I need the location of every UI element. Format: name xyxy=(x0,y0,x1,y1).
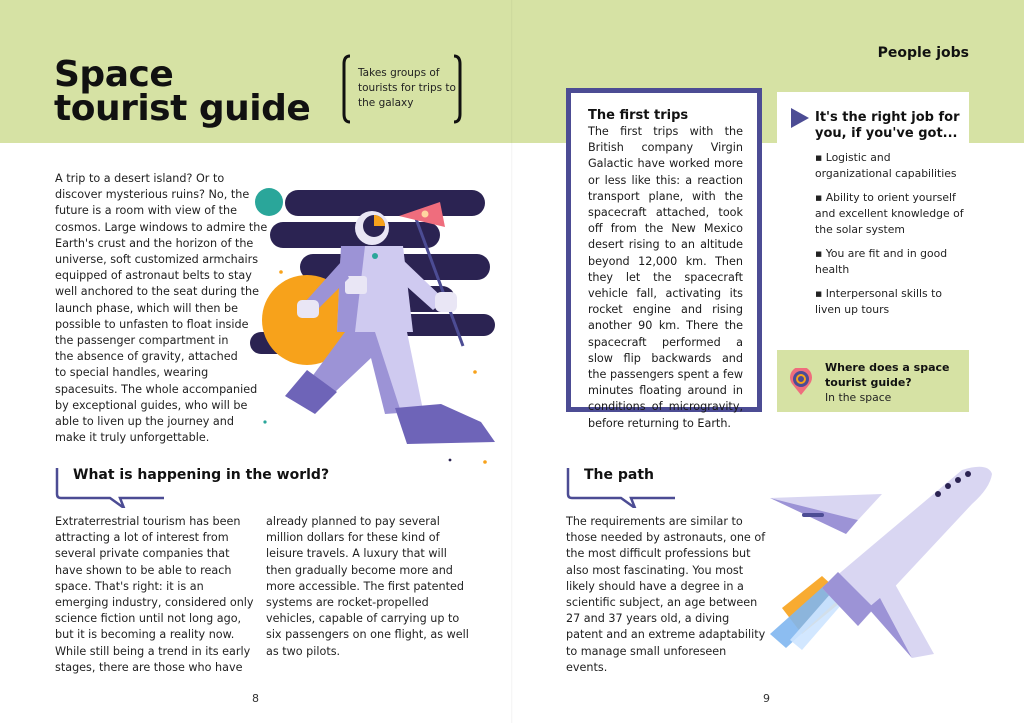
first-trips-title: The first trips xyxy=(588,108,689,123)
requirement-item: ▪ You are fit and in good health xyxy=(815,247,948,276)
intro-line: able to liven up the journey and xyxy=(55,415,234,429)
requirements-list xyxy=(815,150,965,326)
world-column-2: already planned to pay several million dollars for these kind of leisure travels. A luxury that will then gradually become more and more accessible. The first patented systems are rocket-propelled vehicles, capable of carrying up to six passengers on one flight, as well as two pilots. xyxy=(266,515,469,658)
first-trips-text: The first trips with the British company Virgin Galactic have worked more or less like this: a reaction transport plane, with the spacecraft attached, took off from the New Mexico desert rising to an altitude beyond 12,000 km. Then they let the spacecraft vehicle fall, activating its rocket engine and rising another 90 km. There the spacecraft performed a slow flip backwards and the passengers spent a few minutes floating around in conditions of microgravity, before returning to Earth. xyxy=(588,125,743,430)
intro-line: the passenger compartment in xyxy=(55,334,229,348)
intro-line: to special handles, wearing xyxy=(55,366,209,380)
where-answer: In the space xyxy=(825,391,892,404)
path-heading: The path xyxy=(584,467,655,483)
left-bracket-icon xyxy=(342,54,352,124)
intro-line: universe, soft customized armchairs xyxy=(55,253,259,267)
right-job-title: It's the right job for you, if you've got... xyxy=(815,110,960,141)
intro-line: A trip to a desert island? Or to xyxy=(55,172,225,185)
intro-line: possible to unfasten to float inside xyxy=(55,317,249,331)
page-number-right: 9 xyxy=(763,692,770,705)
section-label: People jobs xyxy=(877,45,969,61)
requirement-item: ▪ Ability to orient yourself and excellent knowledge of the solar system xyxy=(815,191,964,236)
first-trips-box xyxy=(566,88,762,430)
intro-line: discover mysterious ruins? No, the xyxy=(55,188,250,202)
intro-paragraph xyxy=(55,171,268,446)
rocket-illustration xyxy=(762,458,1002,668)
intro-line: launch phase, which will then be xyxy=(55,301,238,315)
intro-line: cosmos. Large windows to admire the xyxy=(55,220,268,234)
astronaut-illustration xyxy=(245,182,510,472)
page-number-left: 8 xyxy=(252,692,259,705)
intro-line: the absence of gravity, attached xyxy=(55,350,238,364)
right-bracket-icon xyxy=(452,54,462,124)
world-column-1: Extraterrestrial tourism has been attracting a lot of interest from several private companies that have shown to be able to reach space. That's right: it is an emerging industry, considered only science fiction until not long ago, but it is becoming a reality now. While still being a trend in its early stages, there are those who have xyxy=(55,515,254,674)
triangle-play-icon xyxy=(789,106,811,130)
intro-line: make it truly unforgettable. xyxy=(55,431,210,445)
page-gutter xyxy=(511,0,513,723)
intro-line: Earth's crust and the horizon of the xyxy=(55,236,254,250)
world-heading: What is happening in the world? xyxy=(73,467,330,483)
title-line-1: Space xyxy=(54,54,174,95)
title-line-2: tourist guide xyxy=(54,88,311,129)
page-title xyxy=(54,54,311,129)
requirement-item: ▪ Interpersonal skills to liven up tours xyxy=(815,287,942,316)
requirement-item: ▪ Logistic and organizational capabilities xyxy=(815,151,957,180)
intro-line: spacesuits. The whole accompanied xyxy=(55,382,258,396)
where-box xyxy=(777,350,969,412)
location-pin-icon xyxy=(788,368,814,396)
intro-line: equipped of astronaut belts to stay xyxy=(55,269,252,283)
intro-line: future is a room with view of the xyxy=(55,204,238,218)
intro-line: by exceptional guides, who will be xyxy=(55,398,248,412)
path-text: The requirements are similar to those needed by astronauts, one of the most difficult professions but also most fascinating. You most likely should have a degree in a scientific subject, an age between 27 and 37 years old, a diving patent and an extreme adaptability to manage small unforeseen events. xyxy=(566,515,766,674)
where-question: Where does a space tourist guide? xyxy=(825,361,950,389)
intro-line: well anchored to the seat during the xyxy=(55,285,259,299)
tagline: Takes groups of tourists for trips to the galaxy xyxy=(358,67,456,109)
